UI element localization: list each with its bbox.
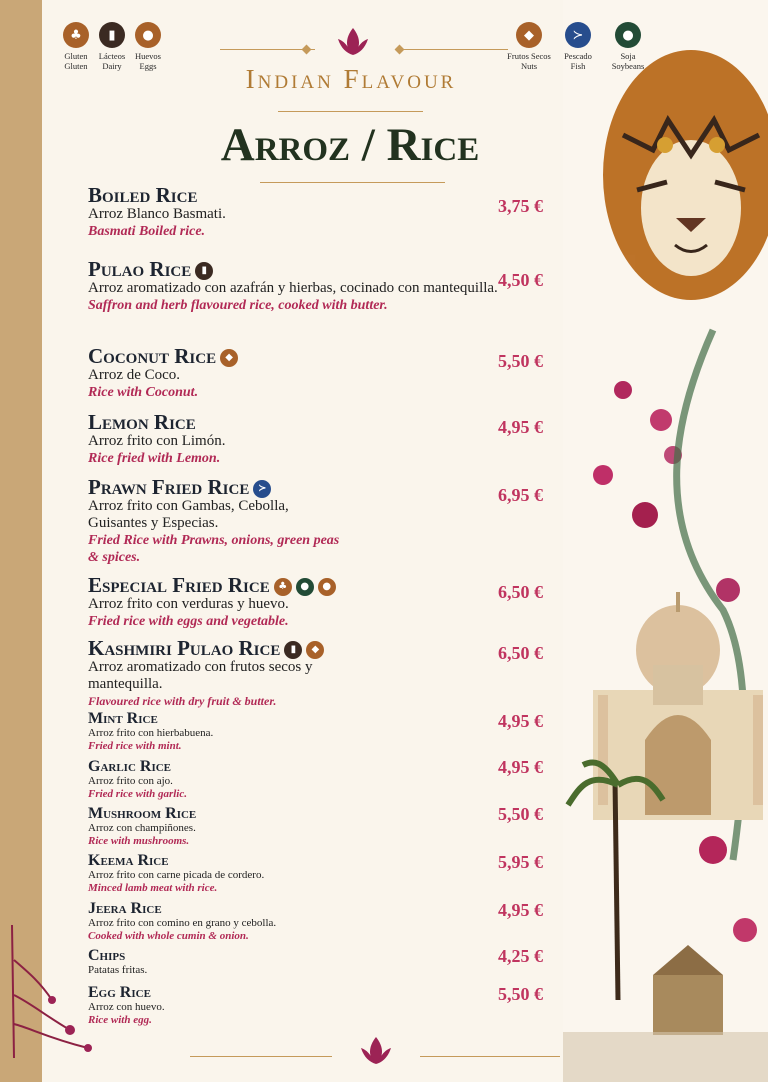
ornamental-rule [420,1056,560,1057]
allergen-fish [552,22,604,71]
item-description-en: Saffron and herb flavoured rice, cooked with butter. [88,298,388,314]
item-name: Pulao Rice [88,257,192,281]
item-description-en: Rice with Coconut. [88,385,199,401]
item-price: 4,95 € [498,757,543,777]
menu-item-egg-rice [88,984,508,1027]
item-description-es: Arroz frito con comino en grano y cebolla. [88,917,277,929]
allergen-eggs [122,22,174,71]
item-price: 5,95 € [498,852,543,872]
wheat-icon: ♣ [274,578,292,596]
item-description-en: Flavoured rice with dry fruit & butter. [88,694,277,709]
menu-item-garlic-rice [88,758,508,801]
item-description-es: Patatas fritas. [88,964,148,976]
item-name: Garlic Rice [88,758,172,775]
ornamental-rule [278,111,423,112]
item-description-en: Rice fried with Lemon. [88,451,221,466]
item-description-en: Fried rice with eggs and vegetable. [88,614,289,630]
allergen-label-es: Lácteos [98,51,126,61]
floral-corner-ornament [0,920,95,1060]
item-description-en: Fried rice with garlic. [88,788,187,800]
item-name: Kashmiri Pulao Rice [88,636,281,660]
lotus-icon [350,1034,402,1066]
wheat-icon: ♣ [63,22,89,48]
item-price: 4,95 € [498,900,543,920]
item-price: 4,25 € [498,946,543,966]
fish-icon: ≻ [253,480,271,498]
allergen-label-en: Soybeans [611,61,645,71]
soybean-icon: ● [615,22,641,48]
item-name: Prawn Fried Rice [88,475,250,499]
allergen-label-es: Pescado [564,51,592,61]
item-description-en: Basmati Boiled rice. [88,224,206,239]
allergen-label-en: Eggs [139,61,157,71]
item-description-es: Arroz frito con Limón. [88,433,226,449]
allergen-label-es: Gluten [64,51,88,61]
item-description-es: Arroz frito con Gambas, Cebolla, Guisantes y Especias. [88,498,289,532]
nut-icon: ◆ [306,641,324,659]
item-price: 6,50 € [498,582,543,602]
egg-icon: ● [135,22,161,48]
item-name: Coconut Rice [88,344,217,368]
item-name: Jeera Rice [88,900,162,917]
item-description-en: Rice with mushrooms. [88,835,190,847]
lotus-icon [327,25,379,57]
item-description-es: Arroz frito con verduras y huevo. [88,596,289,613]
item-name: Egg Rice [88,984,151,1001]
item-description-es: Arroz Blanco Basmati. [88,206,226,222]
ornamental-rule [398,49,508,50]
item-price: 5,50 € [498,804,543,824]
item-description-en: Fried Rice with Prawns, onions, green peas & spices. [88,533,340,566]
allergen-label-en: Gluten [64,61,88,71]
item-name: Mint Rice [88,710,158,727]
menu-item-boiled-rice [88,184,508,240]
item-price: 3,75 € [498,196,543,216]
menu-item-chips [88,947,508,977]
menu-item-keema-rice [88,852,508,895]
item-description-en: Fried rice with mint. [88,740,182,752]
allergen-label-es: Soja [620,51,636,61]
nut-icon: ◆ [220,349,238,367]
menu-item-coconut-rice [88,345,508,401]
item-name: Keema Rice [88,852,169,869]
allergen-label-en: Dairy [102,61,122,71]
item-name: Boiled Rice [88,183,198,207]
item-description-es: Arroz frito con carne picada de cordero. [88,869,265,881]
item-price: 5,50 € [498,984,543,1004]
menu-item-especial-fried-rice [88,574,508,630]
nut-icon: ◆ [516,22,542,48]
soybean-icon: ● [296,578,314,596]
item-price: 4,95 € [498,417,543,437]
allergen-label-es: Huevos [135,51,161,61]
item-price: 5,50 € [498,351,543,371]
ornamental-rule [260,182,445,183]
menu-item-jeera-rice [88,900,508,943]
menu-item-mint-rice [88,710,508,753]
item-description-en: Rice with egg. [88,1014,152,1026]
item-name: Lemon Rice [88,410,196,434]
milk-bottle-icon: ▮ [99,22,125,48]
item-description-es: Arroz aromatizado con azafrán y hierbas, cocinado con mantequilla. [88,280,498,297]
item-description-es: Arroz aromatizado con frutos secos y mantequilla. [88,659,313,693]
egg-icon: ● [318,578,336,596]
brand-name: Indian Flavour [245,64,457,94]
menu-item-lemon-rice [88,411,508,467]
milk-bottle-icon: ▮ [195,262,213,280]
milk-bottle-icon: ▮ [284,641,302,659]
fish-icon: ≻ [565,22,591,48]
tiger-and-temple-illustration [563,0,768,1082]
item-name: Especial Fried Rice [88,573,270,597]
item-description-es: Arroz frito con ajo. [88,775,173,787]
allergen-label-en: Nuts [520,61,538,71]
item-description-es: Arroz de Coco. [88,367,181,384]
item-price: 6,95 € [498,485,543,505]
item-name: Chips [88,947,126,964]
allergen-soybeans [602,22,654,71]
allergen-label-en: Fish [570,61,586,71]
item-price: 4,95 € [498,711,543,731]
allergen-label-es: Frutos Secos [507,51,551,61]
menu-item-mushroom-rice [88,805,508,848]
item-description-en: Minced lamb meat with rice. [88,882,218,894]
menu-item-prawn-fried-rice [88,476,508,566]
item-description-es: Arroz frito con hierbabuena. [88,727,214,739]
item-description-es: Arroz con huevo. [88,1001,165,1013]
menu-item-pulao-rice [88,258,508,314]
item-name: Mushroom Rice [88,805,197,822]
item-description-en: Cooked with whole cumin & onion. [88,930,249,942]
page-title: Arroz / Rice [220,119,480,171]
menu-item-kashmiri-pulao-rice [88,637,508,710]
ornamental-rule [190,1056,332,1057]
item-description-es: Arroz con champiñones. [88,822,196,834]
item-price: 4,50 € [498,270,543,290]
item-price: 6,50 € [498,643,543,663]
